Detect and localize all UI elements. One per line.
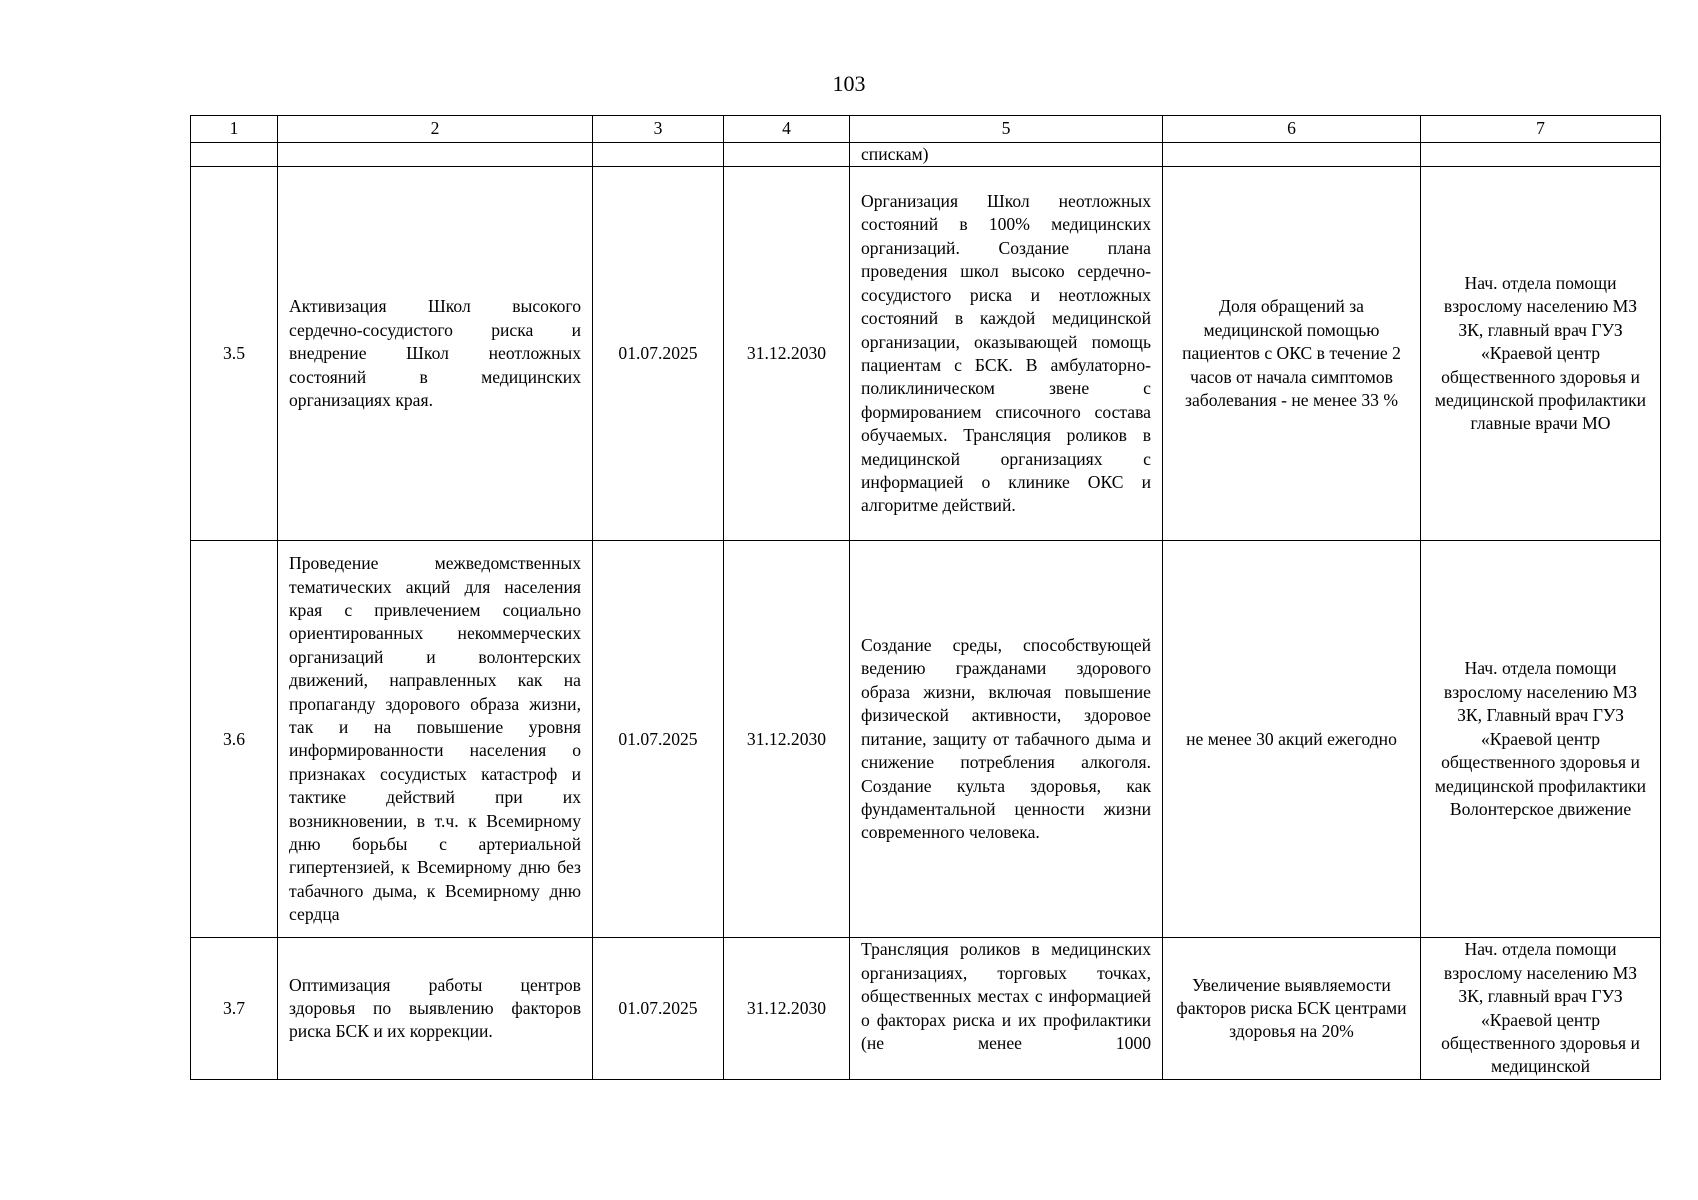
activity-cell: Проведение межведомственных тематических акций для населения края с привлечением социально ориентированных некоммерческих организаций и волонтерских движений, направленных как на пропаганду здорового образа жизни, так и на повышение уровня информированности населения о признаках сосудистых катастроф и тактике действий при их возникновении, в т.ч. к Всемирному дню борьбы с артериальной гипертензией, к Всемирному дню без табачного дыма, к Всемирному дню сердца — [278, 541, 593, 938]
continuation-row — [191, 143, 1661, 167]
start-date-cell: 01.07.2025 — [593, 541, 724, 938]
header-cell-4: 4 — [724, 116, 850, 143]
header-cell-3: 3 — [593, 116, 724, 143]
measures-table — [190, 115, 1661, 1080]
measures-cell: Организация Школ неотложных состояний в 100% медицинских организаций. Создание плана проведения школ высоко сердечно-сосудистого риска и неотложных состояний в каждой медицинской организации, оказывающей помощь пациентам с БСК. В амбулаторно-поликлиническом звене с формированием списочного состава обучаемых. Трансляция роликов в медицинской организациях с информацией о клинике ОКС и алгоритме действий. — [850, 167, 1163, 541]
page-number: 103 — [832, 71, 866, 96]
indicator-cell: Увеличение выявляемости факторов риска БСК центрами здоровья на 20% — [1163, 938, 1421, 1079]
responsible-cell: Нач. отдела помощи взрослому населению МЗ ЗК, главный врач ГУЗ «Краевой центр общественного здоровья и медицинской профилактики главные врачи МО — [1421, 167, 1661, 541]
row-number: 3.5 — [191, 167, 278, 541]
activity-cell: Активизация Школ высокого сердечно-сосудистого риска и внедрение Школ неотложных состояний в медицинских организациях края. — [278, 167, 593, 541]
header-cell-7: 7 — [1421, 116, 1661, 143]
start-date-cell: 01.07.2025 — [593, 167, 724, 541]
table-row — [191, 167, 1661, 541]
end-date-cell: 31.12.2030 — [724, 541, 850, 938]
header-cell-5: 5 — [850, 116, 1163, 143]
row-number: 3.6 — [191, 541, 278, 938]
measures-cell: Создание среды, способствующей ведению гражданами здорового образа жизни, включая повышение физической активности, здоровое питание, защиту от табачного дыма и снижение потребления алкоголя. Создание культа здоровья, как фундаментальной ценности жизни современного человека. — [850, 541, 1163, 938]
responsible-cell: Нач. отдела помощи взрослому населению МЗ ЗК, Главный врач ГУЗ «Краевой центр общественного здоровья и медицинской профилактики Волонтерское движение — [1421, 541, 1661, 938]
header-cell-6: 6 — [1163, 116, 1421, 143]
continuation-text: спискам) — [850, 143, 1163, 167]
indicator-cell: Доля обращений за медицинской помощью пациентов с ОКС в течение 2 часов от начала симптомов заболевания - не менее 33 % — [1163, 167, 1421, 541]
column-numbers-row — [191, 116, 1661, 143]
activity-cell: Оптимизация работы центров здоровья по выявлению факторов риска БСК и их коррекции. — [278, 938, 593, 1079]
end-date-cell: 31.12.2030 — [724, 938, 850, 1079]
table-row — [191, 541, 1661, 938]
header-cell-1: 1 — [191, 116, 278, 143]
start-date-cell: 01.07.2025 — [593, 938, 724, 1079]
table-row — [191, 938, 1661, 1079]
measures-cell: Трансляция роликов в медицинских организациях, торговых точках, общественных местах с информацией о факторах риска и их профилактики (не менее 1000 — [850, 938, 1163, 1079]
row-number: 3.7 — [191, 938, 278, 1079]
indicator-cell: не менее 30 акций ежегодно — [1163, 541, 1421, 938]
end-date-cell: 31.12.2030 — [724, 167, 850, 541]
header-cell-2: 2 — [278, 116, 593, 143]
responsible-cell: Нач. отдела помощи взрослому населению МЗ ЗК, главный врач ГУЗ «Краевой центр общественного здоровья и медицинской — [1421, 938, 1661, 1079]
